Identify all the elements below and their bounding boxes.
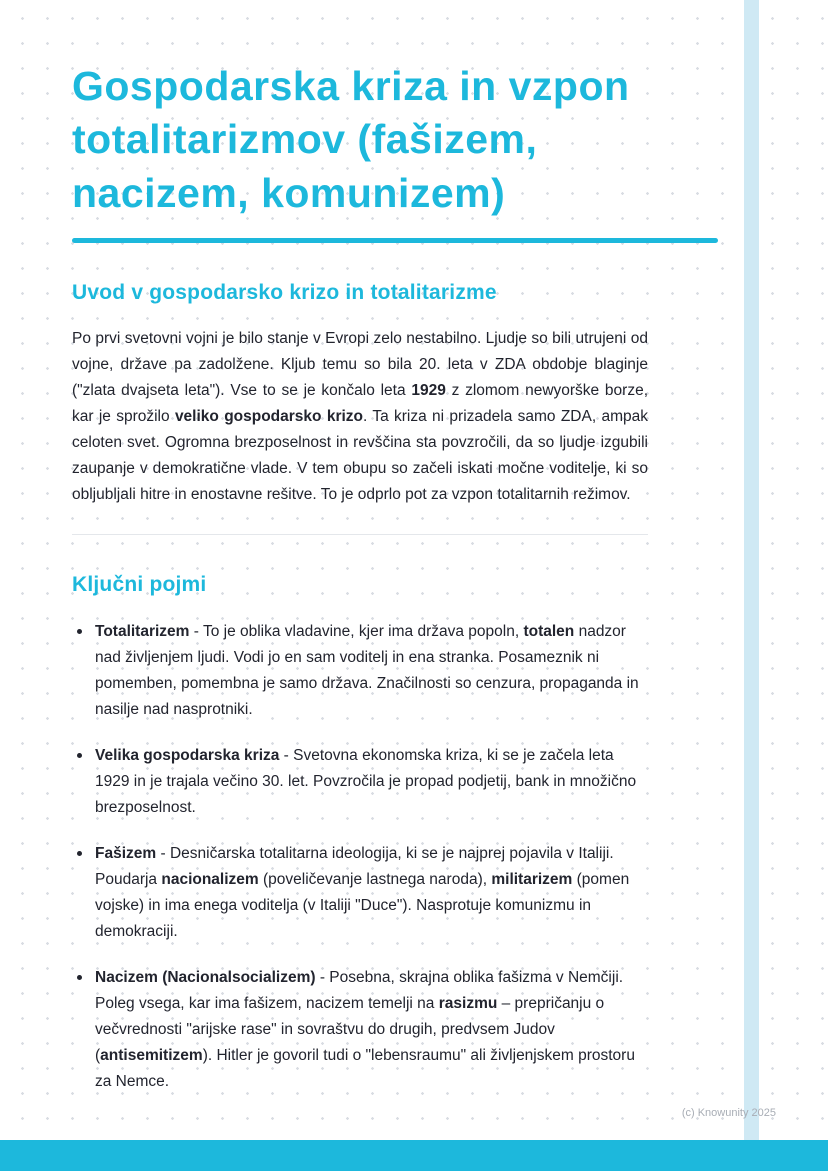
list-item-nacizem	[72, 965, 648, 1095]
list-item-text: Velika gospodarska kriza - Svetovna ekonomska kriza, ki se je začela leta 1929 in je trajala večino 30. let. Povzročila je propad podjetij, bank in množično brezposelnost.	[95, 746, 637, 816]
right-margin-stripe	[744, 0, 759, 1171]
copyright-note: (c) Knowunity 2025	[681, 1107, 776, 1119]
page-title-line: nacizem, komunizem)	[72, 169, 506, 216]
bullet-icon	[77, 975, 82, 980]
bullet-icon	[77, 851, 82, 856]
section-divider	[72, 534, 648, 535]
page-title-line: Gospodarska kriza in vzpon	[72, 63, 630, 109]
section-heading-key-terms: Ključni pojmi	[72, 572, 207, 596]
list-item-totalitarizem	[72, 619, 648, 723]
intro-paragraph: Po prvi svetovni vojni je bilo stanje v Evropi zelo nestabilno. Ljudje so bili utrujeni od vojne, države pa zadolžene. Kljub temu so bila 20. leta v ZDA obdobje blaginje ("zlata dvajseta leta"). Vse to se je končalo leta 1929 z zlomom newyorške borze, kar je sprožilo veliko gospodarsko krizo. Ta kriza ni prizadela samo ZDA, ampak celoten svet. Ogromna brezposelnost in revščina sta povzročili, da so ljudje izgubili zaupanje v demokratične vlade. V tem obupu so začeli iskati močne voditelje, ki so obljubljali hitre in enostavne rešitve. To je odprlo pot za vzpon totalitarnih režimov.	[72, 329, 649, 503]
list-item-velika-gospodarska-kriza	[72, 743, 648, 821]
list-item-text: Nacizem (Nacionalsocializem) - Posebna, skrajna oblika fašizma v Nemčiji. Poleg vsega, kar ima fašizem, nacizem temelji na rasizmu – prepričanju o večvrednosti "arijske rase" in sovraštvu do drugih, predvsem Judov (antisemitizem). Hitler je govoril tudi o "lebensraumu" ali življenjskem prostoru za Nemce.	[95, 968, 635, 1090]
section-heading-intro: Uvod v gospodarsko krizo in totalitarizme	[72, 280, 497, 304]
title-underline-rule	[72, 238, 718, 243]
page-title	[72, 60, 737, 220]
bottom-accent-bar	[0, 1140, 828, 1171]
list-item-text: Totalitarizem - To je oblika vladavine, kjer ima država popoln, totalen nadzor nad življenjem ljudi. Vodi jo en sam voditelj in ena stranka. Posameznik ni pomemben, pomembna je samo država. Značilnosti so cenzura, propaganda in nasilje nad nasprotniki.	[95, 622, 639, 718]
list-item-fasizem	[72, 841, 648, 945]
key-terms-list	[72, 619, 648, 1095]
page-title-line: totalitarizmov (fašizem,	[72, 116, 538, 163]
content-area	[72, 60, 648, 1115]
bullet-icon	[77, 753, 82, 758]
bullet-icon	[77, 629, 82, 634]
list-item-text: Fašizem - Desničarska totalitarna ideologija, ki se je najprej pojavila v Italiji. Poudarja nacionalizem (poveličevanje lastnega naroda), militarizem (pomen vojske) in ima enega voditelja (v Italiji "Duce"). Nasprotuje komunizmu in demokraciji.	[95, 844, 630, 940]
